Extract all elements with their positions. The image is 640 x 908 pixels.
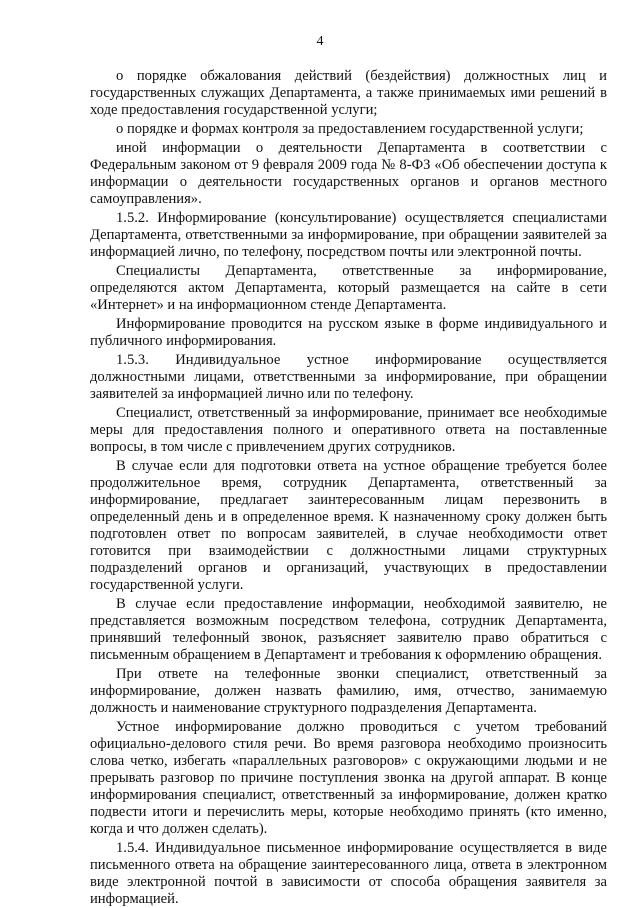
paragraph-appeal-procedure: о порядке обжалования действий (бездействия) должностных лиц и государственных служащих Департамента, а также принимаемых ими решений в ходе предоставления государственной услуги;: [90, 68, 607, 118]
page-number: 4: [316, 34, 324, 49]
paragraph-1-5-3: 1.5.3. Индивидуальное устное информирование осуществляется должностными лицами, ответственными за информирование, при обращении заявителей за информацией лично или по телефону.: [90, 352, 607, 402]
paragraph-1-5-2: 1.5.2. Информирование (консультирование) осуществляется специалистами Департамента, ответственными за информирование, при обращении заявителей за информацией лично, по телефону, посредством почты или электронной почты.: [90, 210, 607, 260]
paragraph-longer-time: В случае если для подготовки ответа на устное обращение требуется более продолжительное время, сотрудник Департамента, ответственный за информирование, предлагает заинтересованным лицам перезвонить в определенный день и в определенное время. К назначенному сроку должен быть подготовлен ответ по вопросам заявителей, в случае необходимости ответ готовится при взаимодействии с должностными лицами структурных подразделений органов и организаций, участвующих в предоставлении государственной услуги.: [90, 458, 607, 593]
paragraph-other-information: иной информации о деятельности Департамента в соответствии с Федеральным законом от 9 февраля 2009 года № 8-ФЗ «Об обеспечении доступа к информации о деятельности государственных органов и органов местного самоуправления».: [90, 140, 607, 207]
paragraph-oral-style: Устное информирование должно проводиться с учетом требований официально-делового стиля речи. Во время разговора необходимо произносить слова четко, избегать «параллельных разговоров» с окружающими людьми и не прерывать разговор по причине поступления звонка на другой аппарат. В конце информирования специалист, ответственный за информирование, должен кратко подвести итоги и перечислить меры, которые необходимо принять (кто именно, когда и что должен сделать).: [90, 719, 607, 837]
paragraph-control-procedure: о порядке и формах контроля за предоставлением государственной услуги;: [116, 121, 584, 137]
paragraph-language: Информирование проводится на русском языке в форме индивидуального и публичного информирования.: [90, 316, 607, 349]
paragraph-1-5-4: 1.5.4. Индивидуальное письменное информирование осуществляется в виде письменного ответа на обращение заинтересованного лица, ответа в электронном виде электронной почтой в зависимости от способа обращения заявителя за информацией.: [90, 840, 607, 907]
paragraph-phone-impossible: В случае если предоставление информации, необходимой заявителю, не представляется возможным посредством телефона, сотрудник Департамента, принявший телефонный звонок, разъясняет заявителю право обратиться с письменным обращением в Департамент и требования к оформлению обращения.: [90, 596, 607, 663]
document-body: [90, 68, 607, 908]
paragraph-specialists: Специалисты Департамента, ответственные за информирование, определяются актом Департамента, который размещается на сайте в сети «Интернет» и на информационном стенде Департамента.: [90, 263, 607, 313]
paragraph-specialist-measures: Специалист, ответственный за информирование, принимает все необходимые меры для предоставления полного и оперативного ответа на поставленные вопросы, в том числе с привлечением других сотрудников.: [90, 405, 607, 455]
paragraph-phone-answer: При ответе на телефонные звонки специалист, ответственный за информирование, должен назвать фамилию, имя, отчество, занимаемую должность и наименование структурного подразделения Департамента.: [90, 666, 607, 716]
